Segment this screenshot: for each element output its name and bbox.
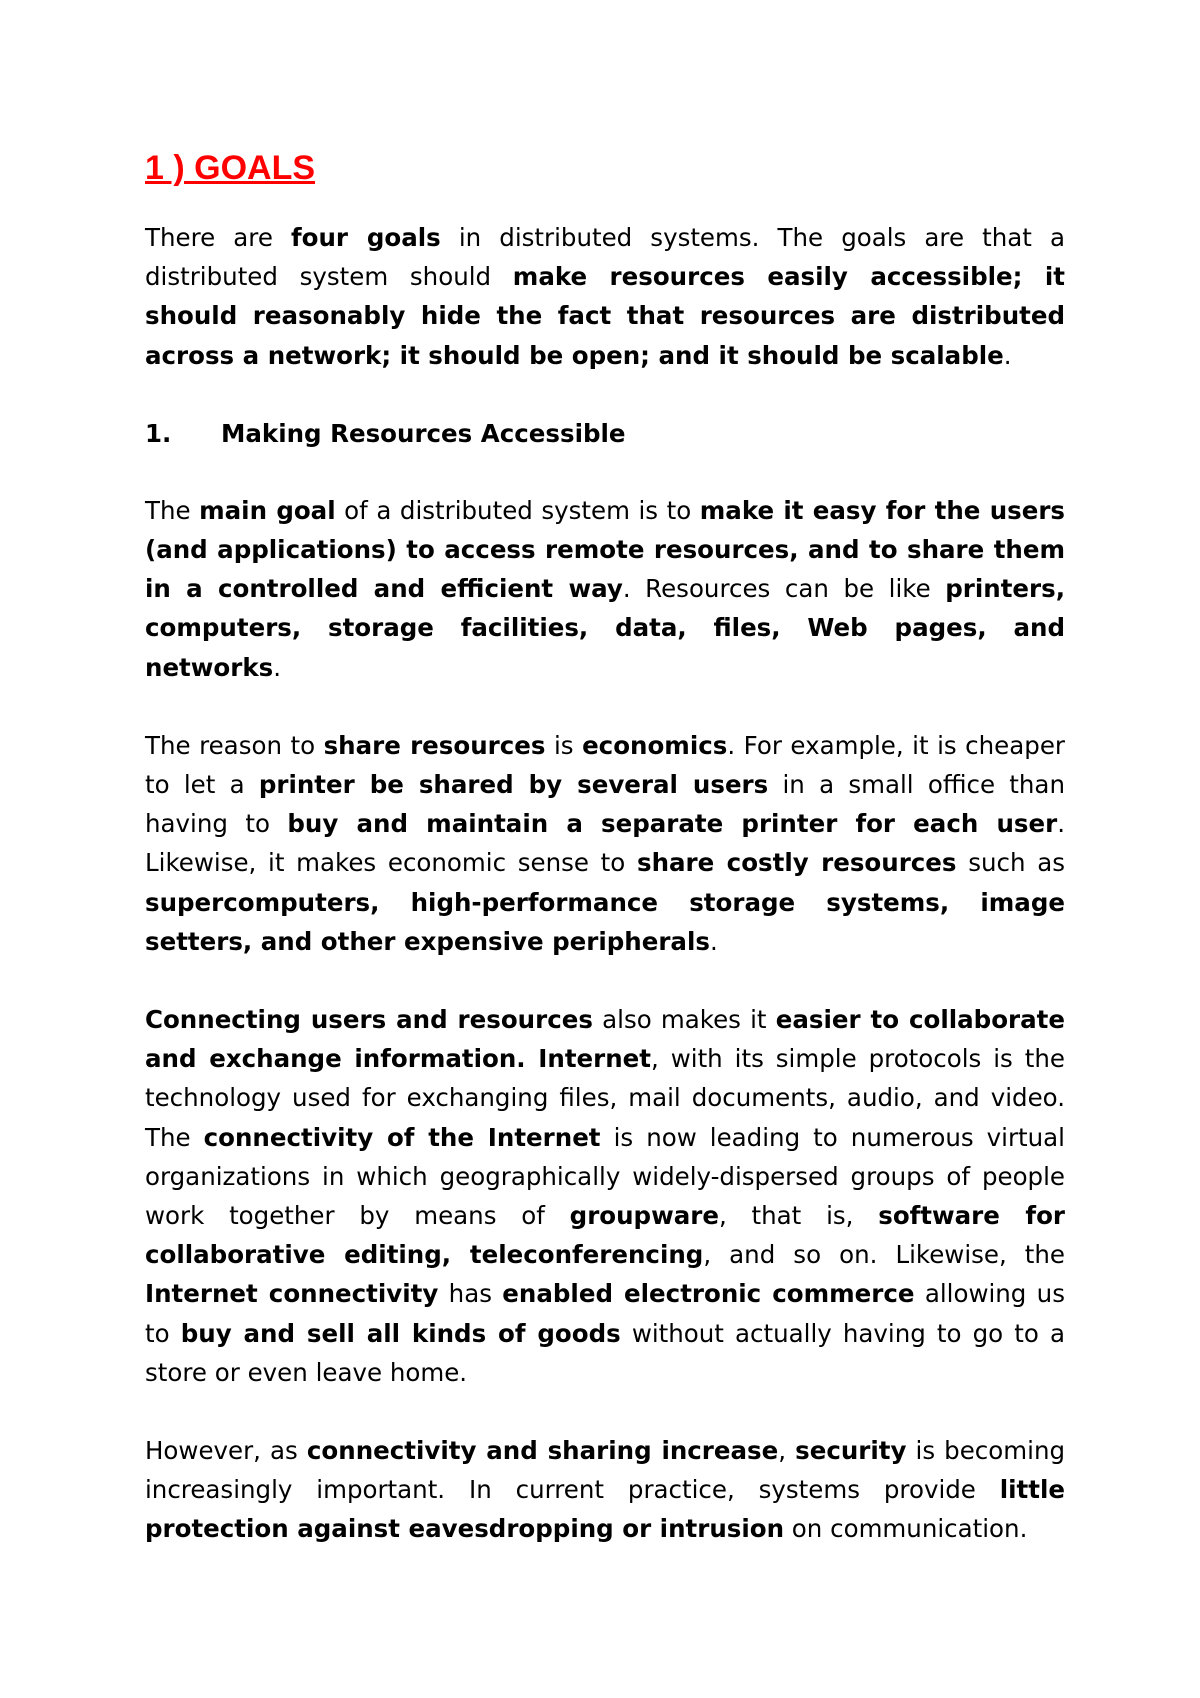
text-run: in a small office than having to [145, 770, 1065, 839]
bold-text-run: printer be shared by several users [258, 770, 769, 800]
body-paragraph [145, 1431, 1065, 1549]
bold-text-run: make it easy for the users (and applications) to access remote resources, and to share them in a controlled and efficient way [145, 495, 1065, 604]
text-run: . [709, 926, 718, 956]
text-run: is now leading to numerous virtual organizations in which geographically widely-dispersed groups of people work together by means of [145, 1122, 1065, 1231]
body-paragraph [145, 726, 1065, 961]
text-run: However, as [145, 1436, 307, 1466]
text-run: . Likewise, it makes economic sense to [145, 809, 1065, 878]
section-heading [145, 414, 1065, 453]
section-title: Making Resources Accessible [221, 418, 626, 448]
text-run: on communication. [784, 1514, 1028, 1544]
section-number: 1. [145, 418, 172, 448]
text-run: . [1003, 340, 1012, 370]
bold-text-run: Internet connectivity [145, 1279, 439, 1309]
text-run: also makes it [592, 1005, 776, 1035]
text-run: , [778, 1436, 796, 1466]
bold-text-run: Connecting users and resources [145, 1005, 593, 1035]
text-run: of a distributed system is to [335, 495, 700, 525]
text-run: allowing us to [145, 1279, 1065, 1348]
text-run: , and so on. Likewise, the [703, 1240, 1066, 1270]
text-run: is [545, 730, 583, 760]
bold-text-run: software for collaborative editing, teleconferencing [145, 1201, 1065, 1270]
bold-text-run: connectivity of the Internet [203, 1122, 601, 1152]
bold-text-run: security [795, 1436, 907, 1466]
bold-text-run: enabled electronic commerce [502, 1279, 915, 1309]
text-run: has [438, 1279, 503, 1309]
text-run: is becoming increasingly important. In current practice, systems provide [145, 1436, 1066, 1505]
text-run: without actually having to go to a store or even leave home. [145, 1318, 1066, 1387]
bold-text-run: buy and maintain a separate printer for each user [287, 809, 1058, 839]
page-title: 1 ) GOALS [145, 149, 316, 187]
bold-text-run: main goal [199, 495, 336, 525]
text-run: such as [956, 848, 1065, 878]
bold-text-run: share costly resources [636, 848, 957, 878]
text-run: . Resources can be like [622, 574, 946, 604]
bold-text-run: make resources easily accessible; it should reasonably hide the fact that resources are distributed across a network; it should be open; and it should be scalable [145, 262, 1065, 370]
bold-text-run: four goals [291, 223, 441, 252]
text-run: The reason to [145, 730, 324, 760]
bold-text-run: connectivity and sharing increase [306, 1436, 779, 1466]
text-run: The [145, 495, 200, 525]
text-run: . [273, 652, 281, 682]
bold-text-run: share resources [323, 730, 546, 760]
body-paragraph [145, 1000, 1065, 1392]
text-run: , that is, [718, 1201, 879, 1231]
body-paragraph [145, 491, 1065, 687]
intro-paragraph [145, 218, 1065, 375]
bold-text-run: printers, computers, storage facilities, data, files, Web pages, and networks [145, 574, 1065, 682]
bold-text-run: buy and sell all kinds of goods [180, 1318, 621, 1348]
text-run: , with its simple protocols is the technology used for exchanging files, mail documents, audio, and video. The [145, 1044, 1065, 1152]
bold-text-run: little protection against eavesdropping or intrusion [145, 1475, 1065, 1544]
text-run: in distributed systems. The goals are that a distributed system should [145, 223, 1066, 292]
bold-text-run: supercomputers, high-performance storage systems, image setters, and other expensive peripherals [145, 887, 1065, 956]
bold-text-run: economics [582, 730, 728, 760]
bold-text-run: groupware [569, 1201, 719, 1231]
text-run: . For example, it is cheaper to let a [145, 730, 1065, 800]
text-run: There are [145, 223, 291, 252]
document-body [145, 148, 1065, 1588]
bold-text-run: easier to collaborate and exchange information. Internet [145, 1005, 1065, 1074]
